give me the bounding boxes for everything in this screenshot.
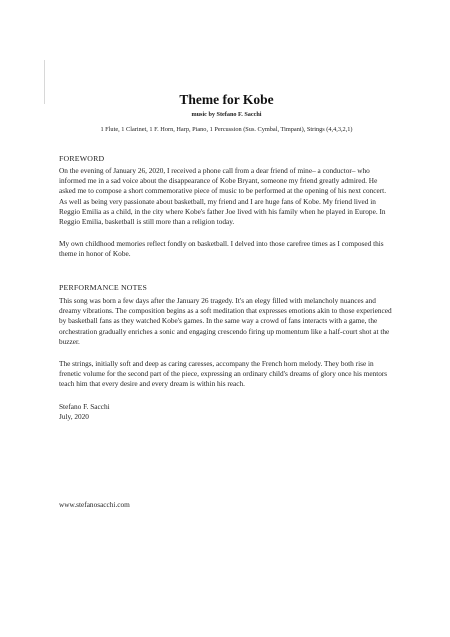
foreword-paragraph-2: My own childhood memories reflect fondly on basketball. I delved into those carefree times as I composed this theme in honor of Kobe. bbox=[59, 239, 384, 259]
margin-rule bbox=[44, 60, 45, 104]
foreword-paragraph-1: On the evening of January 26, 2020, I received a phone call from a dear friend of mine– a conductor– who informed me in a sad voice about the disappearance of Kobe Bryant, someone my friend greatly admired. He asked me to compose a short commemorative piece of music to be performed at the opening of his next concert. As well as being very passionate about basketball, my friend and I are huge fans of Kobe. My friend lived in Reggio Emilia as a child, in the city where Kobe's father Joe lived with his family when he played in Europe. In Reggio Emilia, basketball is still more than a religion today. bbox=[59, 166, 387, 227]
instrumentation-line: 1 Flute, 1 Clarinet, 1 F. Horn, Harp, Piano, 1 Percussion (Sus. Cymbal, Timpani), Strings (4,4,3,2,1) bbox=[100, 126, 353, 133]
performance-notes-heading: PERFORMANCE NOTES bbox=[59, 283, 148, 292]
signature-name: Stefano F. Sacchi bbox=[59, 402, 110, 411]
performance-notes-paragraph-2: The strings, initially soft and deep as caring caresses, accompany the French horn melody. They both rise in frenetic volume for the second part of the piece, expressing an ordinary child's dreams of glory once his mentors teach him that every desire and every dream is within his reach. bbox=[59, 359, 388, 389]
signature-date: July, 2020 bbox=[59, 412, 89, 421]
website-link[interactable]: www.stefanosacchi.com bbox=[59, 500, 130, 509]
document-title: Theme for Kobe bbox=[179, 92, 274, 107]
document-subtitle: music by Stefano F. Sacchi bbox=[191, 111, 262, 118]
performance-notes-paragraph-1: This song was born a few days after the January 26 tragedy. It's an elegy filled with melancholy nuances and dreamy vibrations. The composition begins as a soft meditation that expresses emotions akin to those experienced by basketball fans as they watched Kobe's games. In the same way a crowd of fans interacts with a game, the orchestration gradually enriches a sonic and engaging crescendo firing up momentum like a half-court shot at the buzzer. bbox=[59, 296, 392, 346]
foreword-heading: FOREWORD bbox=[59, 154, 105, 163]
